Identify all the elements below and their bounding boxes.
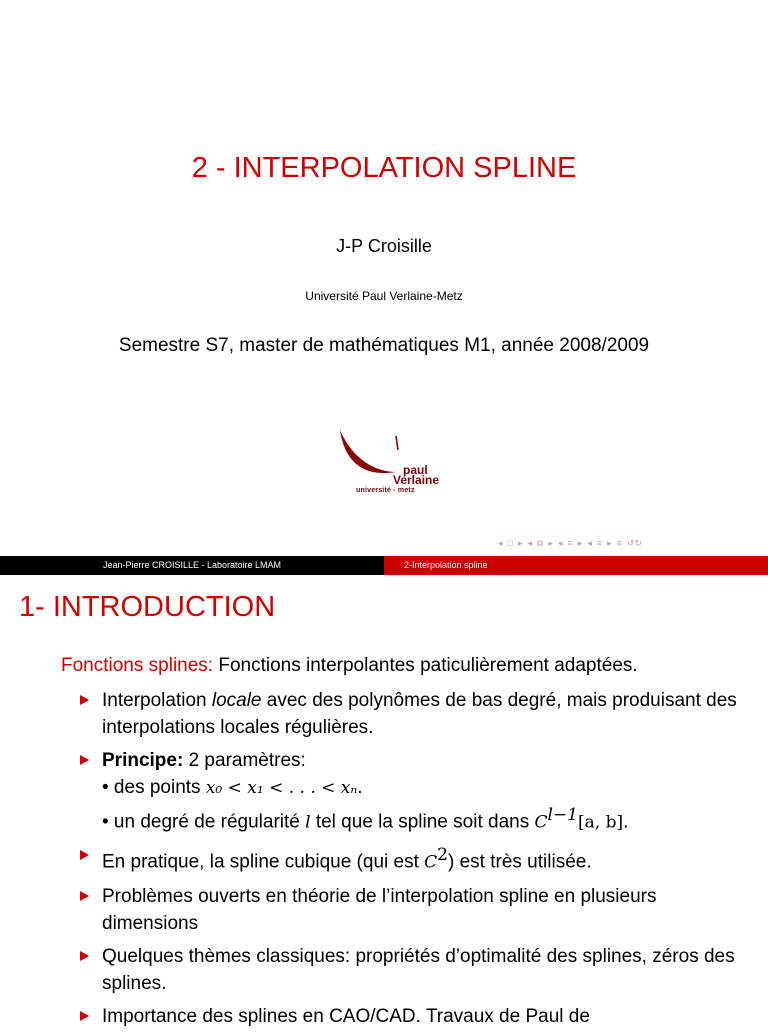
list-item <box>80 747 750 836</box>
text: • des points <box>102 777 206 798</box>
math-l: l <box>305 812 311 833</box>
bold-label: Principe: <box>102 750 184 771</box>
list-item <box>80 687 750 741</box>
list-item <box>80 943 750 997</box>
author-name: J-P Croisille <box>336 236 432 256</box>
text: tel que la spline soit dans <box>310 811 535 833</box>
math-interval: [a, b] <box>578 812 624 833</box>
logo-text-verlaine: Verlaine <box>393 473 440 487</box>
arrow-right-icon[interactable]: ▸ <box>577 537 583 548</box>
text: ) est très utilisée. <box>448 851 592 873</box>
text: Importance des splines en CAO/CAD. Travaux de Paul de <box>102 1005 590 1027</box>
bullet-triangle-icon <box>80 891 89 901</box>
text: Interpolation <box>102 690 212 711</box>
list-item <box>80 883 750 937</box>
institution: Université Paul Verlaine-Metz <box>305 289 463 303</box>
bullet-triangle-icon <box>80 1011 89 1021</box>
beamer-navigation <box>498 536 642 550</box>
section-icon[interactable]: ≡ <box>567 538 573 548</box>
slide-title: 2 - INTERPOLATION SPLINE <box>191 152 577 184</box>
arrow-left-icon[interactable]: ◂ <box>498 537 503 548</box>
math-sup: 2 <box>437 845 448 866</box>
bullet-triangle-icon <box>80 850 89 860</box>
math-c: C <box>424 852 438 873</box>
arrow-right-icon[interactable]: ▸ <box>548 537 553 548</box>
emphasis: locale <box>211 690 262 711</box>
text: • un degré de régularité <box>102 811 306 833</box>
search-icon[interactable]: ↺↻ <box>626 537 643 548</box>
logo-text-paul: paul <box>403 463 428 477</box>
math-c: C <box>534 812 548 833</box>
text: avec des polynômes de bas degré, mais produisant des interpolations locales régulières. <box>102 690 737 738</box>
text: . <box>357 777 363 798</box>
math-expression: x₀ < x₁ < . . . < xₙ <box>205 778 358 798</box>
arrow-right-icon[interactable]: ▸ <box>517 537 523 548</box>
text: . <box>623 811 629 833</box>
arrow-right-icon[interactable]: ▸ <box>607 537 612 548</box>
math-sup: l−1 <box>547 805 578 825</box>
intro-label: Fonctions splines: <box>61 655 214 676</box>
subsection-icon[interactable]: ⧉ <box>537 537 544 548</box>
bullet-triangle-icon <box>80 755 89 765</box>
bullet-list <box>80 687 750 1036</box>
bullet-triangle-icon <box>80 695 89 705</box>
list-item <box>80 1003 750 1030</box>
text: Quelques thèmes classiques: propriétés d’optimalité des splines, zéros des splines. <box>102 945 735 994</box>
list-item <box>80 842 750 876</box>
text: En pratique, la spline cubique (qui est <box>102 851 425 873</box>
arrow-left-icon[interactable]: ◂ <box>527 537 533 548</box>
intro-text: Fonctions interpolantes paticulièrement adaptées. <box>213 655 638 676</box>
text: 2 paramètres: <box>183 750 306 771</box>
footer-author: Jean-Pierre CROISILLE - Laboratoire LMAM <box>0 556 384 575</box>
content-slide <box>0 575 768 1027</box>
arrow-left-icon[interactable]: ◂ <box>558 537 563 548</box>
align-icon[interactable]: ≡ <box>596 538 603 548</box>
frame-icon[interactable]: □ <box>507 538 513 548</box>
text: Problèmes ouverts en théorie de l’interpolation spline en plusieurs dimensions <box>102 885 657 934</box>
intro-line <box>61 655 638 677</box>
semester-info: Semestre S7, master de mathématiques M1, année 2008/2009 <box>118 335 650 356</box>
slide-footer <box>0 556 768 575</box>
section-title: 1- INTRODUCTION <box>19 591 276 623</box>
arrow-left-icon[interactable]: ◂ <box>587 537 592 548</box>
footer-section: 2-Interpolation spline <box>384 556 768 575</box>
align-icon[interactable]: ≡ <box>616 538 622 548</box>
logo-text-university: université - metz <box>356 487 415 494</box>
bullet-triangle-icon <box>80 951 89 961</box>
